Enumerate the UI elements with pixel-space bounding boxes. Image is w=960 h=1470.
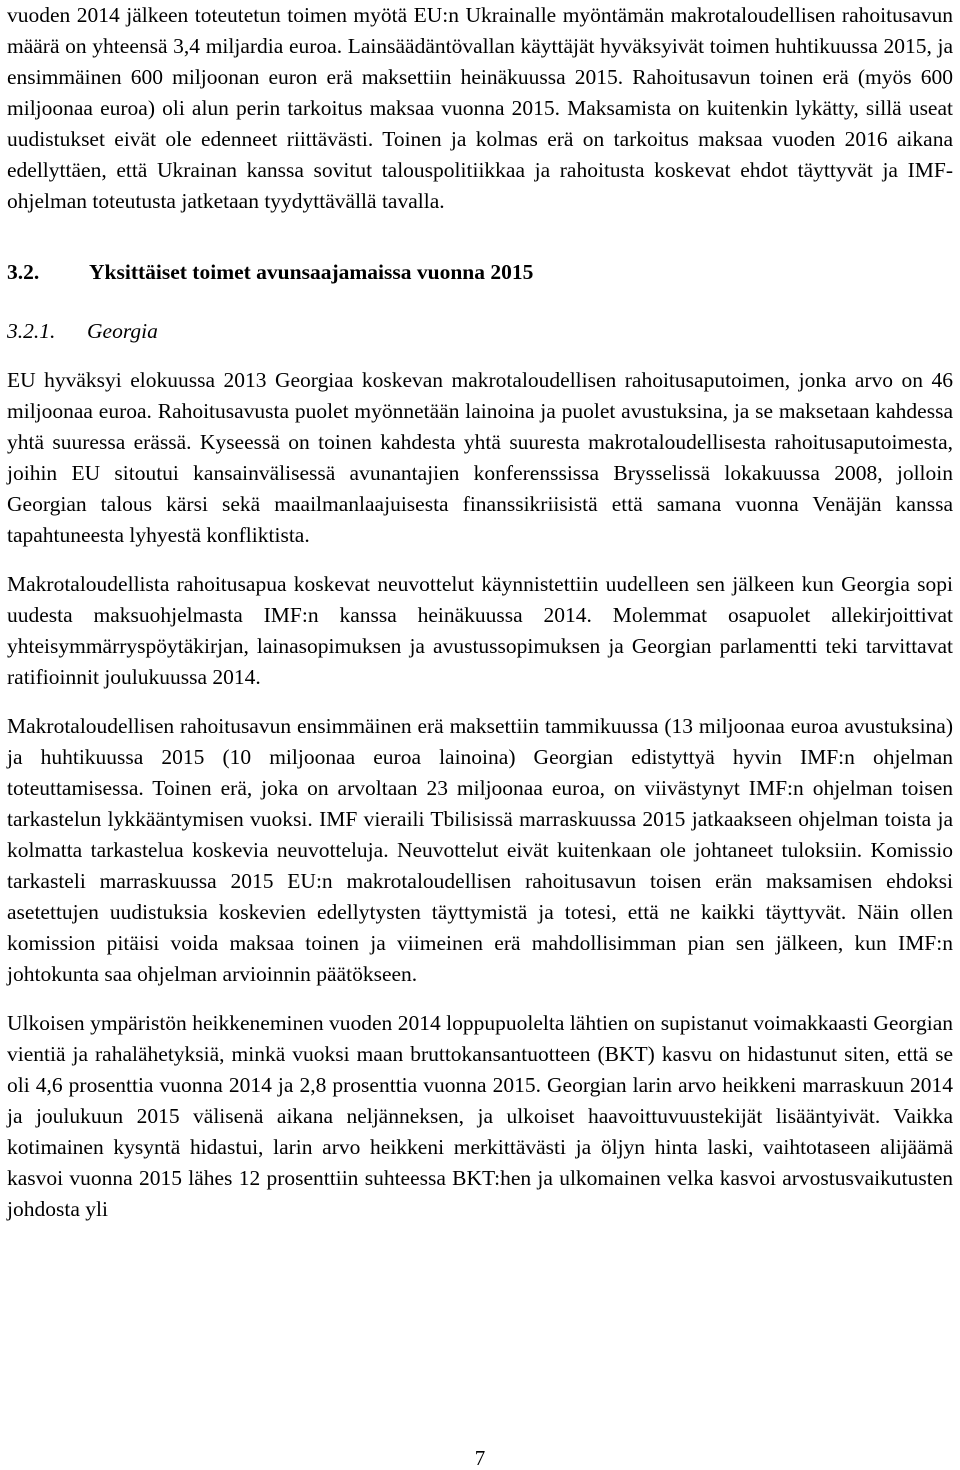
section-number: 3.2.: [7, 260, 40, 284]
paragraph-ukraine-assistance: vuoden 2014 jälkeen toteutetun toimen myötä EU:n Ukrainalle myöntämän makrotaloudellisen rahoitusavun määrä on yhteensä 3,4 miljardia euroa. Lainsäädäntövallan käyttäjät hyväksyivät toimen huhtikuussa 2015, ja ensimmäinen 600 miljoonan euron erä maksettiin heinäkuussa 2015. Rahoitusavun toinen erä (myös 600 miljoonaa euroa) oli alun perin tarkoitus maksaa vuonna 2015. Maksamista on kuitenkin lykätty, sillä useat uudistukset eivät ole edenneet riittävästi. Toinen ja kolmas erä on tarkoitus maksaa vuoden 2016 aikana edellyttäen, että Ukrainan kanssa sovitut talouspolitiikkaa ja rahoitusta koskevat ehdot täyttyvät ja IMF-ohjelman toteutusta jatketaan tyydyttävällä tavalla.: [7, 3, 953, 213]
paragraph-georgia-4: Ulkoisen ympäristön heikkeneminen vuoden 2014 loppupuolelta lähtien on supistanut voimakkaasti Georgian vientiä ja rahalähetyksiä, minkä vuoksi maan bruttokansantuotteen (BKT) kasvu on hidastunut siten, että se oli 4,6 prosenttia vuonna 2014 ja 2,8 prosenttia vuonna 2015. Georgian larin arvo heikkeni marraskuun 2014 ja joulukuun 2015 välisenä aikana neljänneksen, ja ulkoiset haavoittuvuustekijät lisääntyivät. Vaikka kotimainen kysyntä hidastui, larin arvo heikkeni merkittävästi ja öljyn hinta laski, vaihtotaseen alijäämä kasvoi vuonna 2015 lähes 12 prosenttiin suhteessa BKT:hen ja ulkomainen velka kasvoi arvostusvaikutusten johdosta yli: [7, 1011, 953, 1221]
paragraph-georgia-3: Makrotaloudellisen rahoitusavun ensimmäinen erä maksettiin tammikuussa (13 miljoonaa euroa avustuksina) ja huhtikuussa 2015 (10 miljoonaa euroa lainoina) Georgian edistyttyä hyvin IMF:n ohjelman toteuttamisessa. Toinen erä, joka on arvoltaan 23 miljoonaa euroa, on viivästynyt IMF:n ohjelman toisen tarkastelun lykkääntymisen vuoksi. IMF vieraili Tbilisissä marraskuussa 2015 jatkaakseen ohjelman toista ja kolmatta tarkastelua koskevia neuvotteluja. Neuvottelut eivät kuitenkaan ole johtaneet tuloksiin. Komissio tarkasteli marraskuussa 2015 EU:n makrotaloudellisen rahoitusavun toisen erän maksamisen ehdoksi asetettujen uudistuksia koskevien edellytysten täyttymistä ja totesi, että ne kaikki täyttyvät. Näin ollen komission pitäisi voida maksaa toinen ja viimeinen erä mahdollisimman pian sen jälkeen, kun IMF:n johtokunta saa ohjelman arvioinnin päätökseen.: [7, 714, 953, 986]
subsection-heading: [7, 316, 953, 347]
section-title: Yksittäiset toimet avunsaajamaissa vuonna 2015: [89, 260, 534, 284]
paragraph-georgia-2: Makrotaloudellista rahoitusapua koskevat neuvottelut käynnistettiin uudelleen sen jälkeen kun Georgia sopi uudesta maksuohjelmasta IMF:n kanssa heinäkuussa 2014. Molemmat osapuolet allekirjoittivat yhteisymmärryspöytäkirjan, lainasopimuksen ja avustussopimuksen ja Georgian parlamentti teki tarvittavat ratifioinnit joulukuussa 2014.: [7, 572, 953, 689]
section-heading: [7, 257, 953, 288]
page-content: [7, 0, 953, 1225]
subsection-number: 3.2.1.: [7, 319, 56, 343]
paragraph-georgia-1: EU hyväksyi elokuussa 2013 Georgiaa koskevan makrotaloudellisen rahoitusaputoimen, jonka arvo on 46 miljoonaa euroa. Rahoitusavusta puolet myönnetään lainoina ja puolet avustuksina, ja se maksetaan kahdessa yhtä suuressa erässä. Kyseessä on toinen kahdesta yhtä suuresta makrotaloudellisesta rahoitusaputoimesta, joihin EU sitoutui kansainvälisessä avunantajien konferenssissa Brysselissä lokakuussa 2008, jolloin Georgian talous kärsi sekä maailmanlaajuisesta finanssikriisistä että samana vuonna Venäjän kanssa tapahtuneesta lyhyestä konfliktista.: [7, 368, 953, 547]
page-number: 7: [474, 1446, 486, 1470]
subsection-title: Georgia: [87, 319, 158, 343]
